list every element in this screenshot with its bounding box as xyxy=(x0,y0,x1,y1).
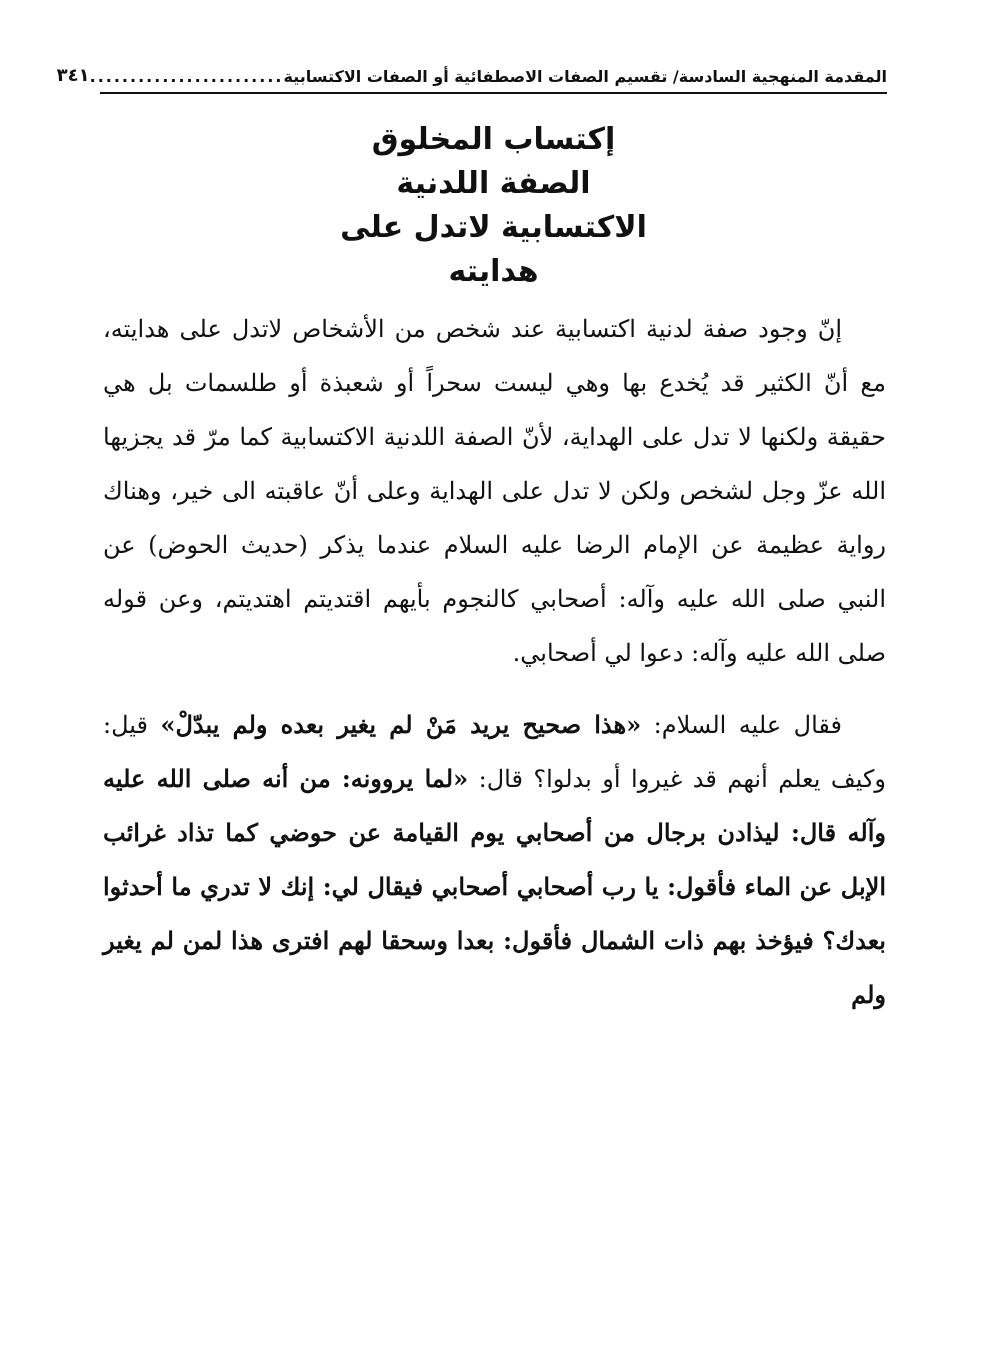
hadith-quote-1: «هذا صحيح يريد مَنْ لم يغير بعده ولم يبدّلْ» xyxy=(160,710,642,739)
section-heading xyxy=(100,118,887,294)
page-number: ٣٤١ xyxy=(56,65,90,86)
body-text xyxy=(103,302,886,1022)
running-header-title: المقدمة المنهجية السادسة/ تقسيم الصفات الاصطفائية أو الصفات الاكتسابية xyxy=(283,67,887,86)
paragraph-2-intro: فقال عليه السلام: xyxy=(641,711,842,739)
section-heading-line-1: إكتساب المخلوق xyxy=(371,122,616,157)
running-header-leader-dots: ........................ xyxy=(89,67,284,86)
section-heading-line-2: الصفة اللدنية xyxy=(396,166,591,201)
paragraph-2-question: قيل: وكيف يعلم أنهم قد غيروا أو بدلوا؟ قال: xyxy=(103,711,886,793)
paragraph-1: إنّ وجود صفة لدنية اكتسابية عند شخص من الأشخاص لاتدل على هدايته، مع أنّ الكثير قد يُخدع بها وهي ليست سحراً أو شعبذة أو طلسمات بل هي حقيقة ولكنها لا تدل على الهداية، لأنّ الصفة اللدنية الاكتسابية كما مرّ قد يجزيها الله عزّ وجل لشخص ولكن لا تدل على الهداية وعلى أنّ عاقبته الى خير، وهناك رواية عظيمة عن الإمام الرضا عليه السلام عندما يذكر (حديث الحوض) عن النبي صلى الله عليه وآله: أصحابي كالنجوم بأيهم اقتديتم اهتديتم، وعن قوله صلى الله عليه وآله: دعوا لي أصحابي. xyxy=(103,315,886,667)
hadith-quote-2: «لما يروونه: من أنه صلى الله عليه وآله قال: ليذادن برجال من أصحابي يوم القيامة عن حوضي كما تذاد غرائب الإبل عن الماء فأقول: يا رب أصحابي أصحابي فيقال لي: إنك لا تدري ما أحدثوا بعدك؟ فيؤخذ بهم ذات الشمال فأقول: بعدا وسحقا لهم افترى هذا لمن لم يغير ولم xyxy=(103,764,886,1009)
running-header xyxy=(56,52,887,94)
section-heading-line-3: الاكتسابية لاتدل على xyxy=(340,210,647,245)
section-heading-line-4: هدايته xyxy=(448,254,539,289)
paragraph-2 xyxy=(103,698,886,1022)
